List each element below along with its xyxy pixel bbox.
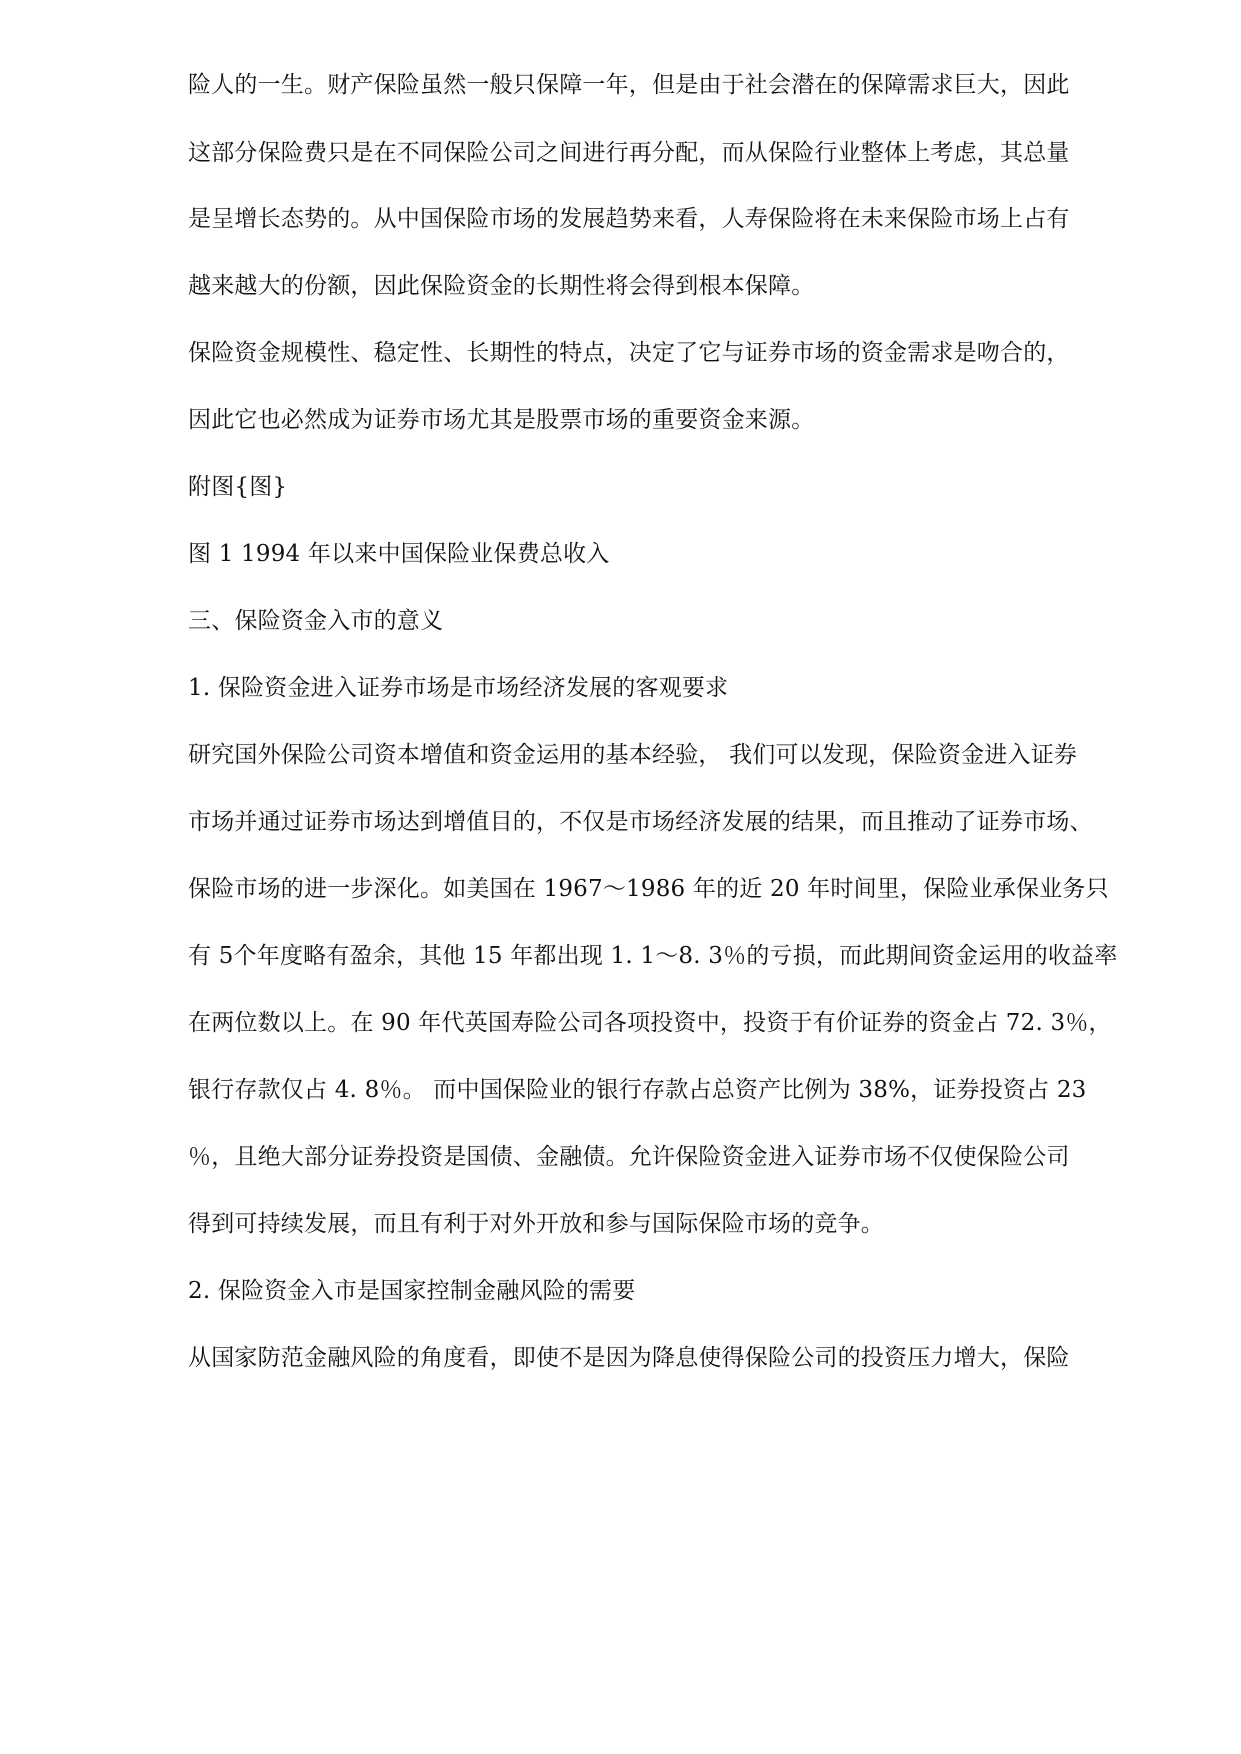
body-text-line: 从国家防范金融风险的角度看，即使不是因为降息使得保险公司的投资压力增大，保险 (188, 1345, 1070, 1371)
figure-placeholder: 附图{图} (188, 474, 288, 500)
section-heading: 三、保险资金入市的意义 (188, 608, 444, 634)
body-text-line: 因此它也必然成为证券市场尤其是股票市场的重要资金来源。 (188, 407, 815, 433)
body-text-line: 在两位数以上。在 90 年代英国寿险公司各项投资中，投资于有价证券的资金占 72. 3％， (188, 1010, 1112, 1036)
body-text-line: 这部分保险费只是在不同保险公司之间进行再分配，而从保险行业整体上考虑，其总量 (188, 140, 1070, 166)
body-text-line: 险人的一生。财产保险虽然一般只保障一年，但是由于社会潜在的保障需求巨大，因此 (188, 72, 1070, 98)
body-text-line: 保险资金规模性、稳定性、长期性的特点，决定了它与证券市场的资金需求是吻合的， (188, 340, 1070, 366)
subsection-heading: 1. 保险资金进入证券市场是市场经济发展的客观要求 (188, 675, 729, 701)
body-text-line: 银行存款仅占 4. 8％。 而中国保险业的银行存款占总资产比例为 38%，证券投资占 23 (188, 1077, 1087, 1103)
body-text-line: 得到可持续发展，而且有利于对外开放和参与国际保险市场的竞争。 (188, 1211, 884, 1237)
body-text-line: ％，且绝大部分证券投资是国债、金融债。允许保险资金进入证券市场不仅使保险公司 (188, 1144, 1070, 1170)
body-text-line: 研究国外保险公司资本增值和资金运用的基本经验， 我们可以发现，保险资金进入证券 (188, 742, 1078, 768)
body-text-line: 保险市场的进一步深化。如美国在 1967～1986 年的近 20 年时间里，保险业承保业务只 (188, 876, 1109, 902)
body-text-line: 市场并通过证券市场达到增值目的，不仅是市场经济发展的结果，而且推动了证券市场、 (188, 809, 1093, 835)
body-text-line: 是呈增长态势的。从中国保险市场的发展趋势来看，人寿保险将在未来保险市场上占有 (188, 206, 1070, 232)
subsection-heading: 2. 保险资金入市是国家控制金融风险的需要 (188, 1278, 636, 1304)
body-text-line: 越来越大的份额，因此保险资金的长期性将会得到根本保障。 (188, 273, 815, 299)
body-text-line: 有 5个年度略有盈余，其他 15 年都出现 1. 1～8. 3％的亏损，而此期间资金运用的收益率 (188, 943, 1118, 969)
figure-caption: 图 1 1994 年以来中国保险业保费总收入 (188, 541, 610, 567)
